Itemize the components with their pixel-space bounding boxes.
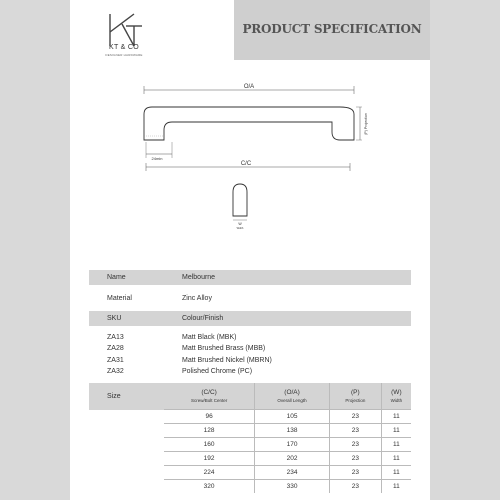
oa-label: O/A bbox=[243, 84, 255, 90]
sku-list-row bbox=[89, 326, 411, 383]
width-value: 11 bbox=[381, 424, 411, 438]
col-oa-header: (O/A) Overall Length bbox=[255, 383, 330, 410]
offset-label: 24min bbox=[151, 156, 163, 161]
table-row bbox=[89, 438, 411, 452]
width-value: 11 bbox=[381, 452, 411, 466]
handle-drawing bbox=[70, 70, 430, 240]
oa-value: 138 bbox=[255, 424, 330, 438]
table-row bbox=[89, 466, 411, 480]
finish-item: Matt Black (MBK) bbox=[182, 333, 237, 341]
projection-label: (P) Projection bbox=[364, 113, 368, 135]
finish-label: Colour/Finish bbox=[164, 311, 411, 326]
sku-header-row bbox=[89, 311, 411, 326]
finish-item: Matt Brushed Brass (MBB) bbox=[182, 345, 266, 352]
oa-value: 202 bbox=[255, 452, 330, 466]
sku-code: ZA31 bbox=[107, 356, 124, 364]
cc-value: 224 bbox=[164, 466, 255, 480]
width-value: 11 bbox=[381, 466, 411, 480]
spec-table bbox=[89, 270, 411, 493]
finish-list bbox=[164, 326, 411, 383]
oa-value: 330 bbox=[255, 480, 330, 494]
sku-code: ZA13 bbox=[107, 333, 124, 341]
table-row bbox=[89, 424, 411, 438]
cc-value: 96 bbox=[164, 410, 255, 424]
handle-end-view bbox=[233, 184, 247, 216]
projection-value: 23 bbox=[329, 424, 381, 438]
header-band bbox=[234, 0, 430, 60]
page-title: PRODUCT SPECIFICATION bbox=[242, 22, 422, 36]
table-row bbox=[89, 410, 411, 424]
brand-name: KT & CO bbox=[109, 44, 139, 51]
name-value: Melbourne bbox=[164, 270, 411, 285]
name-row bbox=[89, 270, 411, 285]
kt-logo-icon bbox=[104, 12, 144, 48]
material-row bbox=[89, 285, 411, 311]
width-sublabel: Width bbox=[236, 227, 244, 230]
col-w-header: (W) Width bbox=[381, 383, 411, 410]
table-row bbox=[89, 452, 411, 466]
projection-value: 23 bbox=[329, 480, 381, 494]
sku-codes bbox=[89, 326, 164, 383]
width-value: 11 bbox=[381, 410, 411, 424]
col-cc-header: (C/C) Screw/Bolt Center bbox=[164, 383, 255, 410]
material-value: Zinc Alloy bbox=[182, 294, 212, 302]
oa-value: 234 bbox=[255, 466, 330, 480]
material-label: Material bbox=[107, 294, 132, 302]
cc-value: 192 bbox=[164, 452, 255, 466]
oa-value: 105 bbox=[255, 410, 330, 424]
sku-label: SKU bbox=[89, 311, 164, 326]
sku-code: ZA28 bbox=[107, 345, 124, 352]
width-value: 11 bbox=[381, 438, 411, 452]
finish-item: Matt Brushed Nickel (MBRN) bbox=[182, 356, 272, 364]
cc-value: 320 bbox=[164, 480, 255, 494]
size-label: Size bbox=[89, 383, 164, 410]
projection-value: 23 bbox=[329, 452, 381, 466]
name-label: Name bbox=[89, 270, 164, 285]
cc-value: 128 bbox=[164, 424, 255, 438]
cc-value: 160 bbox=[164, 438, 255, 452]
brand-tagline: DESIGNER HARDWARE bbox=[105, 53, 143, 57]
finish-item: Polished Chrome (PC) bbox=[182, 368, 253, 375]
col-p-header: (P) Projection bbox=[329, 383, 381, 410]
size-header-row bbox=[89, 383, 411, 410]
width-label: W bbox=[238, 222, 242, 226]
table-row bbox=[89, 480, 411, 494]
projection-value: 23 bbox=[329, 466, 381, 480]
projection-value: 23 bbox=[329, 410, 381, 424]
cc-label: C/C bbox=[240, 161, 252, 167]
projection-value: 23 bbox=[329, 438, 381, 452]
spec-sheet bbox=[70, 0, 430, 500]
width-value: 11 bbox=[381, 480, 411, 494]
handle-profile bbox=[144, 107, 354, 140]
sku-code: ZA32 bbox=[107, 368, 124, 375]
oa-value: 170 bbox=[255, 438, 330, 452]
